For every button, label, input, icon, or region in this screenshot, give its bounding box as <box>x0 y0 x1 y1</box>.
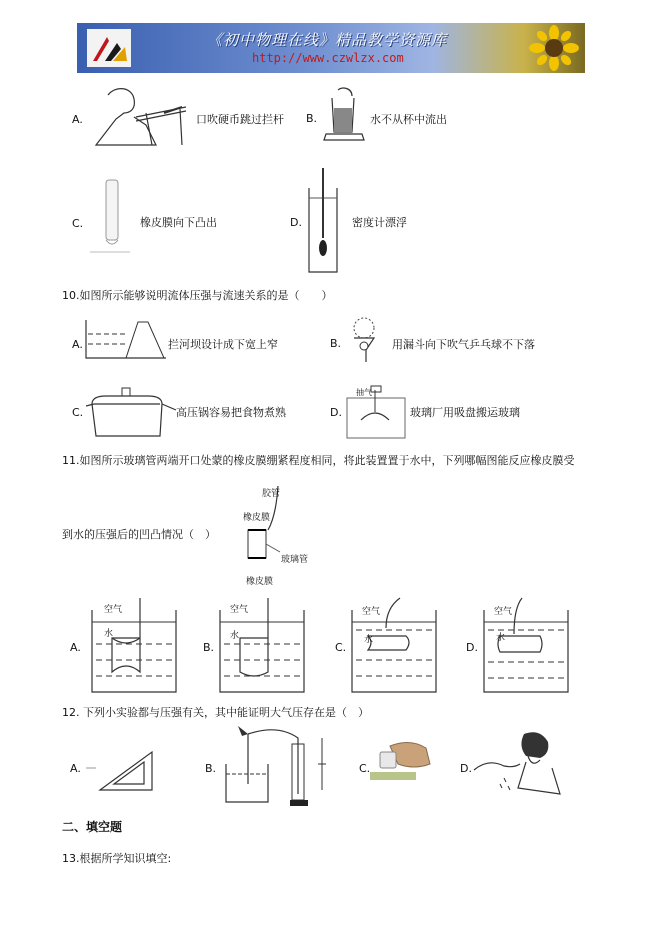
q10-option-c-text: 高压锅容易把食物煮熟 <box>176 406 286 419</box>
q10-option-d-pump-label: 抽气 <box>356 388 372 397</box>
q11-stem-line1: 11.如图所示玻璃管两端开口处蒙的橡皮膜绷紧程度相同，将此装置置于水中，下列哪幅图能反应橡皮膜受 <box>62 454 575 467</box>
q10-option-c-figure <box>86 382 176 442</box>
q12-option-d-letter: D. <box>460 762 472 775</box>
q9-option-c-text: 橡皮膜向下凸出 <box>140 216 217 229</box>
q12-stem: 12. 下列小实验都与压强有关，其中能证明大气压存在是（ ） <box>62 706 369 719</box>
q10-option-b-letter: B. <box>330 337 342 350</box>
q9-option-d-letter: D. <box>290 216 302 229</box>
q11-option-b-letter: B. <box>203 641 215 654</box>
banner-url: http://www.czwlzx.com <box>252 51 404 65</box>
q10-option-a-figure <box>86 318 166 360</box>
site-logo-icon <box>87 29 131 67</box>
q12-option-b-figure <box>218 724 348 808</box>
q11-label-tube: 玻璃管 <box>281 555 309 565</box>
q10-stem: 10.如图所示能够说明流体压强与流速关系的是（ ） <box>62 289 333 302</box>
q11-stem-line2: 到水的压强后的凹凸情况（ ） <box>62 528 216 541</box>
q11-option-d-air-label: 空气 <box>494 607 513 617</box>
q12-option-c-figure <box>370 738 434 786</box>
q10-option-a-text: 拦河坝设计成下宽上窄 <box>168 338 278 351</box>
q12-option-b-letter: B. <box>205 762 217 775</box>
q11-label-hose: 胶管 <box>262 489 281 499</box>
q12-option-a-figure <box>86 744 166 794</box>
q11-option-c-letter: C. <box>335 641 347 654</box>
q10-option-b-figure <box>348 316 384 368</box>
section-2-heading: 二、填空题 <box>62 820 123 834</box>
q9-option-d-figure <box>305 168 341 276</box>
q11-option-d-letter: D. <box>466 641 478 654</box>
q9-option-a-figure <box>86 85 190 147</box>
q12-option-c-letter: C. <box>359 762 371 775</box>
q11-option-a-letter: A. <box>70 641 81 654</box>
q10-option-d-text: 玻璃厂用吸盘搬运玻璃 <box>410 406 520 419</box>
q9-option-a-text: 口吹硬币跳过拦杆 <box>196 113 284 126</box>
q10-option-d-figure <box>345 384 409 440</box>
header-banner <box>77 23 585 73</box>
q11-option-b-water-label: 水 <box>230 631 240 641</box>
q10-option-b-text: 用漏斗向下吹气乒乓球不下落 <box>392 338 535 351</box>
q9-option-b-letter: B. <box>306 112 318 125</box>
q9-option-b-text: 水不从杯中流出 <box>370 113 447 126</box>
q11-option-a-air-label: 空气 <box>104 605 123 615</box>
q9-option-a-letter: A. <box>72 113 83 126</box>
q9-option-c-figure <box>90 178 136 260</box>
sunflower-icon <box>529 25 579 71</box>
q12-option-a-letter: A. <box>70 762 81 775</box>
q11-option-d-water-label: 水 <box>496 633 506 643</box>
banner-title: 《初中物理在线》精品教学资源库 <box>207 31 448 49</box>
q10-option-d-letter: D. <box>330 406 342 419</box>
q11-label-membrane-bottom: 橡皮膜 <box>246 577 274 587</box>
q11-option-a-water-label: 水 <box>104 629 114 639</box>
q12-option-d-figure <box>474 728 568 804</box>
q10-option-a-letter: A. <box>72 338 83 351</box>
q11-option-c-air-label: 空气 <box>362 607 381 617</box>
q10-option-c-letter: C. <box>72 406 84 419</box>
q11-option-b-air-label: 空气 <box>230 605 249 615</box>
q9-option-b-figure <box>322 88 366 142</box>
q9-option-c-letter: C. <box>72 217 84 230</box>
q11-option-c-water-label: 水 <box>364 635 374 645</box>
q9-option-d-text: 密度计漂浮 <box>352 216 407 229</box>
q11-label-membrane-top: 橡皮膜 <box>243 513 271 523</box>
q13-stem: 13.根据所学知识填空: <box>62 852 172 865</box>
